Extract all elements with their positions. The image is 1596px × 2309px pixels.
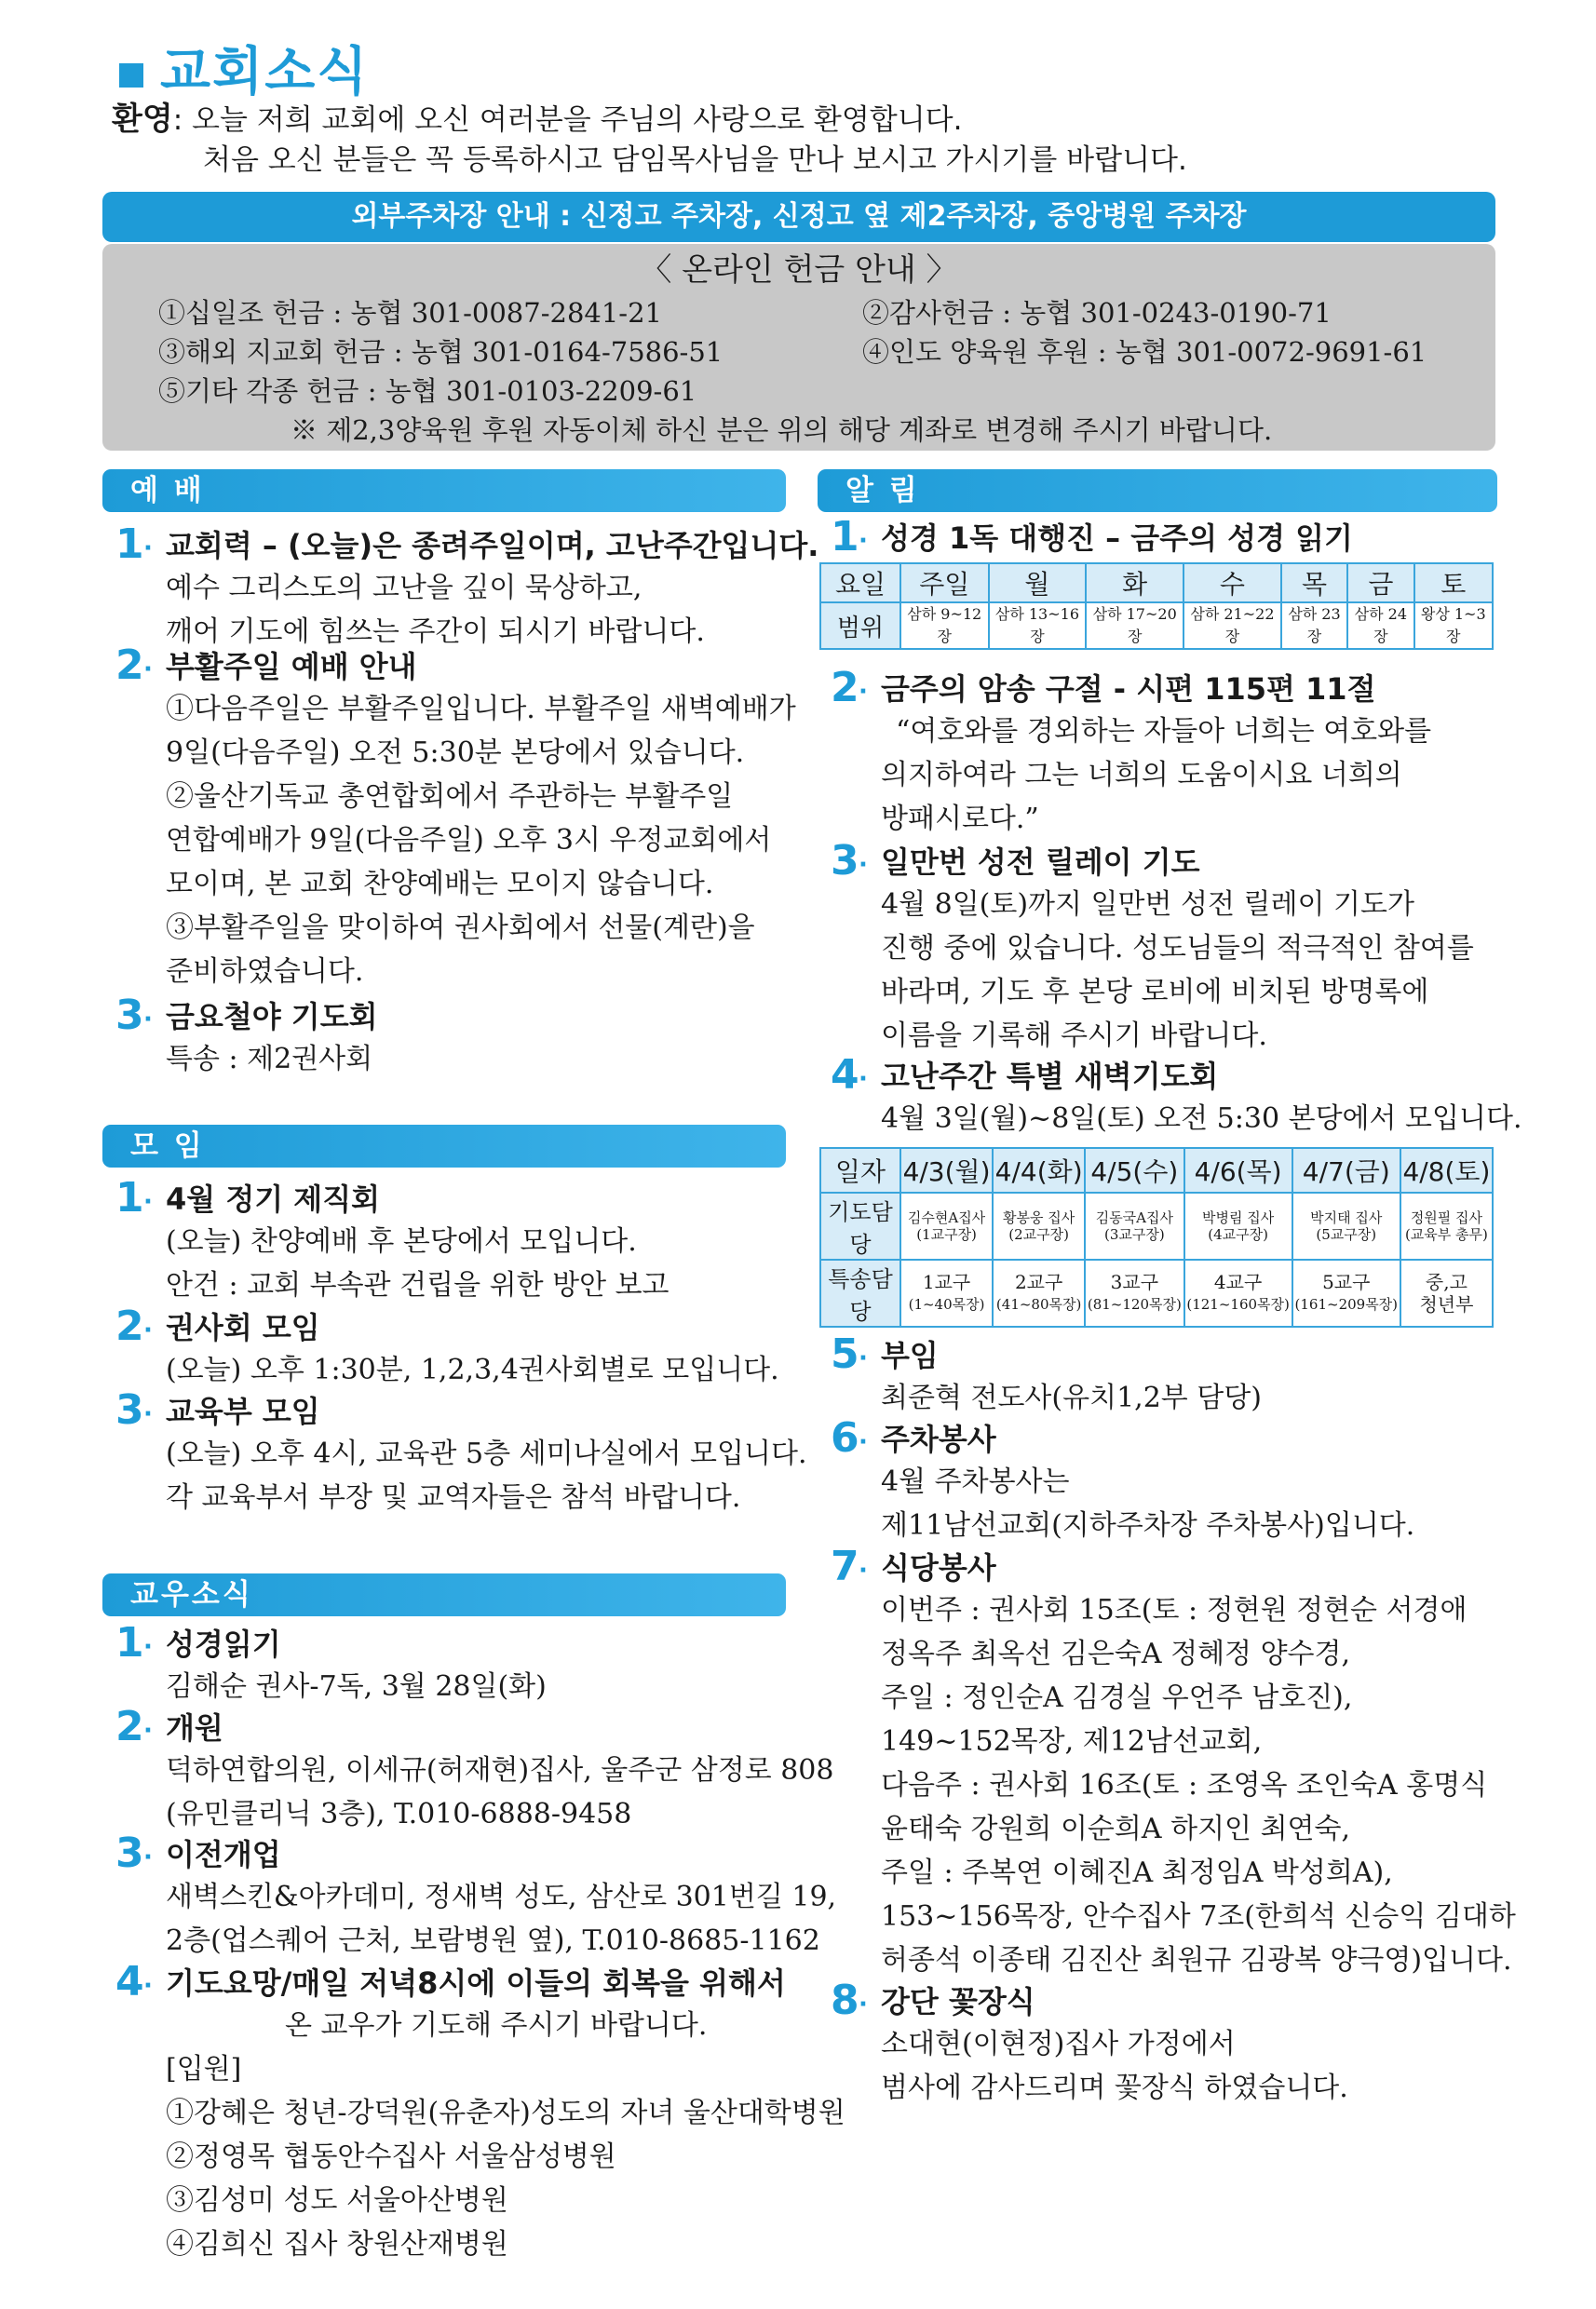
table-header-cell: 4/5(수) <box>1085 1148 1183 1193</box>
parking-banner: 외부주차장 안내 : 신정고 주차장, 신정고 옆 제2주차장, 중앙병원 주차장 <box>102 192 1495 242</box>
item-title: 교회력 – (오늘)은 종려주일이며, 고난주간입니다. <box>166 528 819 563</box>
item-number: 1 · <box>115 521 144 568</box>
title-square-icon <box>119 63 143 88</box>
table-row-label: 범위 <box>820 602 900 649</box>
item-line: 제11남선교회(지하주차장 주차봉사)입니다. <box>881 1509 1415 1542</box>
item-title: 식당봉사 <box>881 1550 996 1586</box>
item-number: 1 · <box>115 1175 144 1222</box>
item-line: 149~152목장, 제12남선교회, <box>881 1725 1263 1758</box>
account-1: ①십일조 헌금 : 농협 301-0087-2841-21 <box>158 297 662 329</box>
dawn-prayer-table <box>819 1147 1494 1328</box>
item-line: 새벽스킨&아카데미, 정새벽 성도, 삼산로 301번길 19, <box>166 1881 837 1913</box>
welcome-line-1 <box>112 99 962 141</box>
item-number: 3 · <box>115 1830 144 1877</box>
table-header-cell: 4/3(월) <box>900 1148 993 1193</box>
table-cell: 박병림 집사 (4교구장) <box>1184 1193 1292 1260</box>
table-cell: 삼하 9~12장 <box>900 602 989 649</box>
account-3: ③해외 지교회 헌금 : 농협 301-0164-7586-51 <box>158 336 724 368</box>
section-meeting-title: 모 임 <box>130 1129 205 1163</box>
table-cell: 황봉웅 집사 (2교구장) <box>993 1193 1085 1260</box>
item-number: 1 · <box>115 1620 144 1667</box>
table-header-cell: 요일 <box>820 563 900 602</box>
table-cell: 5교구 (161~209목장) <box>1292 1260 1400 1327</box>
online-offering-title: 〈 온라인 헌금 안내 〉 <box>640 251 958 289</box>
table-header-cell: 화 <box>1086 563 1183 602</box>
table-cell: 정원필 집사 (교육부 총무) <box>1400 1193 1493 1260</box>
item-line: 4월 주차봉사는 <box>881 1465 1070 1498</box>
hospital-entry: ④김희신 집사 창원산재병원 <box>166 2228 508 2261</box>
item-line: 예수 그리스도의 고난을 깊이 묵상하고, <box>166 572 642 604</box>
table-header-cell: 일자 <box>820 1148 900 1193</box>
item-line: 주일 : 정인순A 김경실 우언주 남호진), <box>881 1681 1353 1714</box>
table-header-cell: 목 <box>1281 563 1347 602</box>
item-title: 주차봉사 <box>881 1422 996 1457</box>
item-title: 교육부 모임 <box>166 1394 320 1429</box>
item-line: 이름을 기록해 주시기 바랍니다. <box>881 1019 1267 1052</box>
item-line: 특송 : 제2권사회 <box>166 1043 373 1075</box>
hospital-entry: ②정영목 협동안수집사 서울삼성병원 <box>166 2140 616 2173</box>
section-notice-bar <box>818 469 1497 512</box>
item-line: ②울산기독교 총연합회에서 주관하는 부활주일 <box>166 780 734 813</box>
table-row-label: 특송담당 <box>820 1260 900 1327</box>
item-number: 1 · <box>831 514 859 560</box>
item-line: (오늘) 오후 1:30분, 1,2,3,4권사회별로 모입니다. <box>166 1354 779 1386</box>
item-line: 윤태숙 강원희 이순희A 하지인 최연숙, <box>881 1813 1351 1845</box>
table-header-cell: 4/8(토) <box>1400 1148 1493 1193</box>
item-line: 온 교우가 기도해 주시기 바랍니다. <box>285 2009 708 2042</box>
item-title: 금주의 암송 구절 - 시편 115편 11절 <box>881 671 1376 707</box>
item-line: 바라며, 기도 후 본당 로비에 비치된 방명록에 <box>881 976 1429 1008</box>
table-cell: 박지태 집사 (5교구장) <box>1292 1193 1400 1260</box>
section-worship-title: 예 배 <box>130 474 205 507</box>
item-title: 개원 <box>166 1710 223 1746</box>
item-number: 6 · <box>831 1415 859 1462</box>
table-cell: 김동국A집사 (3교구장) <box>1085 1193 1183 1260</box>
table-header-cell: 토 <box>1414 563 1493 602</box>
item-line: 2층(업스퀘어 근처, 보람병원 옆), T.010-8685-1162 <box>166 1924 820 1957</box>
item-line: 방패시로다.” <box>881 803 1039 835</box>
item-title: 4월 정기 제직회 <box>166 1182 381 1217</box>
item-line: ③부활주일을 맞이하여 권사회에서 선물(계란)을 <box>166 911 755 944</box>
item-line: 다음주 : 권사회 16조(토 : 조영옥 조인숙A 홍명식 <box>881 1769 1488 1802</box>
item-line: 허종석 이종태 김진산 최원규 김광복 양극영)입니다. <box>881 1944 1512 1977</box>
item-number: 2 · <box>115 1303 144 1350</box>
section-members-bar <box>102 1573 786 1616</box>
table-header-cell: 4/4(화) <box>993 1148 1085 1193</box>
item-number: 2 · <box>115 642 144 689</box>
item-title: 일만번 성전 릴레이 기도 <box>881 844 1200 880</box>
hospital-heading: [입원] <box>166 2053 242 2086</box>
item-number: 3 · <box>115 992 144 1039</box>
item-number: 5 · <box>831 1331 859 1378</box>
item-title: 기도요망/매일 저녁8시에 이들의 회복을 위해서 <box>166 1965 786 2001</box>
item-line: 주일 : 주복연 이혜진A 최정임A 박성희A), <box>881 1857 1393 1889</box>
item-line: (오늘) 오후 4시, 교육관 5층 세미나실에서 모입니다. <box>166 1438 807 1470</box>
item-title: 금요철야 기도회 <box>166 999 378 1034</box>
page-title: 교회소식 <box>160 42 370 102</box>
item-line: (유민클리닉 3층), T.010-6888-9458 <box>166 1798 632 1830</box>
item-line: 153~156목장, 안수집사 7조(한희석 신승익 김대하 <box>881 1900 1516 1933</box>
section-worship-bar <box>102 469 786 512</box>
item-number: 4 · <box>115 1959 144 2005</box>
table-cell: 4교구 (121~160목장) <box>1184 1260 1292 1327</box>
table-cell: 삼하 23장 <box>1281 602 1347 649</box>
table-cell: 3교구 (81~120목장) <box>1085 1260 1183 1327</box>
table-cell: 김수현A집사 (1교구장) <box>900 1193 993 1260</box>
table-cell: 삼하 13~16장 <box>989 602 1087 649</box>
item-line: 모이며, 본 교회 찬양예배는 모이지 않습니다. <box>166 868 714 900</box>
table-cell: 2교구 (41~80목장) <box>993 1260 1085 1327</box>
table-header-cell: 주일 <box>900 563 989 602</box>
item-line: 9일(다음주일) 오전 5:30분 본당에서 있습니다. <box>166 736 745 769</box>
item-number: 3 · <box>115 1387 144 1434</box>
item-number: 7 · <box>831 1544 859 1590</box>
welcome-text-1: : 오늘 저희 교회에 오신 여러분을 주님의 사랑으로 환영합니다. <box>172 103 963 137</box>
table-cell: 왕상 1~3장 <box>1414 602 1493 649</box>
item-title: 성경읽기 <box>166 1627 281 1662</box>
item-line: (오늘) 찬양예배 후 본당에서 모입니다. <box>166 1225 637 1258</box>
hospital-entry: ①강혜은 청년-강덕원(유춘자)성도의 자녀 울산대학병원 <box>166 2097 845 2129</box>
item-line: ①다음주일은 부활주일입니다. 부활주일 새벽예배가 <box>166 693 796 725</box>
bible-reading-table <box>819 562 1494 650</box>
item-line: 각 교육부서 부장 및 교역자들은 참석 바랍니다. <box>166 1481 741 1514</box>
item-number: 3 · <box>831 838 859 884</box>
hospital-entry: ③김성미 성도 서울아산병원 <box>166 2184 508 2217</box>
table-header-cell: 금 <box>1347 563 1413 602</box>
table-row-label: 기도담당 <box>820 1193 900 1260</box>
item-number: 8 · <box>831 1978 859 2024</box>
item-line: 정옥주 최옥선 김은숙A 정혜정 양수경, <box>881 1638 1351 1670</box>
item-title: 이전개업 <box>166 1837 281 1872</box>
table-cell: 중,고 청년부 <box>1400 1260 1493 1327</box>
item-line: 깨어 기도에 힘쓰는 주간이 되시기 바랍니다. <box>166 615 705 648</box>
table-cell: 삼하 21~22장 <box>1183 602 1281 649</box>
account-2: ②감사헌금 : 농협 301-0243-0190-71 <box>862 297 1332 329</box>
item-line: “여호와를 경외하는 자들아 너희는 여호와를 <box>896 715 1432 748</box>
item-title: 부임 <box>881 1338 939 1373</box>
section-members-title: 교우소식 <box>130 1578 253 1612</box>
account-4: ④인도 양육원 후원 : 농협 301-0072-9691-61 <box>862 336 1427 368</box>
offering-note: ※ 제2,3양육원 후원 자동이체 하신 분은 위의 해당 계좌로 변경해 주시기 바랍니다. <box>291 414 1273 446</box>
item-number: 2 · <box>831 665 859 711</box>
item-line: 준비하였습니다. <box>166 955 364 988</box>
item-line: 진행 중에 있습니다. 성도님들의 적극적인 참여를 <box>881 932 1474 965</box>
item-line: 연합예배가 9일(다음주일) 오후 3시 우정교회에서 <box>166 824 772 857</box>
item-line: 4월 3일(월)~8일(토) 오전 5:30 본당에서 모입니다. <box>881 1102 1522 1135</box>
item-line: 덕하연합의원, 이세규(허재현)집사, 울주군 삼정로 808 <box>166 1754 834 1787</box>
item-title: 권사회 모임 <box>166 1310 320 1345</box>
item-line: 최준혁 전도사(유치1,2부 담당) <box>881 1382 1262 1414</box>
item-title: 부활주일 예배 안내 <box>166 649 417 684</box>
table-header-cell: 수 <box>1183 563 1281 602</box>
item-line: 범사에 감사드리며 꽃장식 하였습니다. <box>881 2072 1348 2104</box>
table-cell: 삼하 24장 <box>1347 602 1413 649</box>
table-cell: 삼하 17~20장 <box>1086 602 1183 649</box>
item-line: 김해순 권사-7독, 3월 28일(화) <box>166 1670 547 1703</box>
item-line: 의지하여라 그는 너희의 도움이시요 너희의 <box>881 759 1402 791</box>
table-header-cell: 4/7(금) <box>1292 1148 1400 1193</box>
item-number: 4 · <box>831 1052 859 1099</box>
welcome-line-2: 처음 오신 분들은 꼭 등록하시고 담임목사님을 만나 보시고 가시기를 바랍니다. <box>203 143 1187 177</box>
welcome-label: 환영 <box>112 101 173 138</box>
item-line: 이번주 : 권사회 15조(토 : 정현원 정현순 서경애 <box>881 1594 1468 1627</box>
item-title: 고난주간 특별 새벽기도회 <box>881 1059 1219 1094</box>
item-line: 4월 8일(토)까지 일만번 성전 릴레이 기도가 <box>881 888 1414 921</box>
table-header-cell: 월 <box>989 563 1087 602</box>
table-header-cell: 4/6(목) <box>1184 1148 1292 1193</box>
item-title: 성경 1독 대행진 – 금주의 성경 읽기 <box>881 520 1353 556</box>
section-notice-title: 알 림 <box>845 474 920 507</box>
item-number: 2 · <box>115 1704 144 1750</box>
item-title: 강단 꽃장식 <box>881 1984 1035 2019</box>
item-line: 안건 : 교회 부속관 건립을 위한 방안 보고 <box>166 1269 670 1302</box>
section-meeting-bar <box>102 1125 786 1168</box>
account-5: ⑤기타 각종 헌금 : 농협 301-0103-2209-61 <box>158 375 697 407</box>
table-cell: 1교구 (1~40목장) <box>900 1260 993 1327</box>
item-line: 소대현(이현정)집사 가정에서 <box>881 2028 1236 2060</box>
